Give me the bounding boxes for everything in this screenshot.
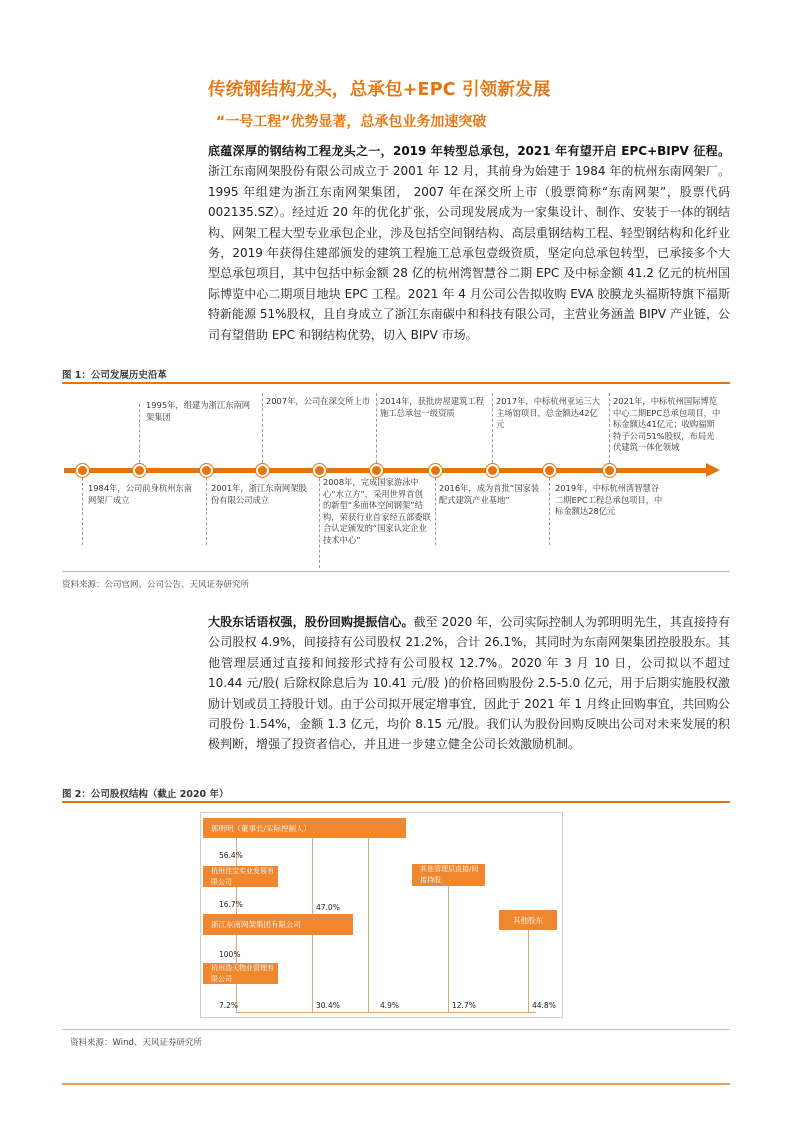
paragraph-body: 浙江东南网架股份有限公司成立于 2001 年 12 月，其前身为始建于 1984 年的杭州东南网架厂。1995 年组建为浙江东南网架集团， 2007 年在深交所上市（股票简称“东南网架”，股票代码 002135.SZ）。经过近 20 年的优化扩张，公司现发展成为一家集设计、制作、安装于一体的钢结构、网架工程大型专业承包企业，涉及包括空间钢结构、高层重钢结构工程、轻型钢结构和化纤业务，2019 年获得住建部颁发的建筑工程施工总承包壹级资质，坚定向总承包转型，已承接多个大型总承包项目，其中包括中标金额 28 亿的杭州湾智慧谷二期 EPC 及中标金额 41.2 亿元的杭州国际博览中心二期项目地块 EPC 工程。2021 年 4 月公司公告拟收购 EVA 胶膜龙头福斯特旗下福斯特新能源 51%股权，且自身成立了浙江东南碳中和科技有限公司，主营业务涵盖 BIPV 产业链，公司有望借助 EPC 和钢结构优势，切入 BIPV 市场。 bbox=[208, 164, 730, 342]
figure1-source: 资料来源：公司官网、公司公告、天风证券研究所 bbox=[62, 580, 250, 590]
timeline-event-2016: 2016年，成为首批“国家装配式建筑产业基地” bbox=[439, 483, 540, 505]
page-footer-rule bbox=[62, 1083, 730, 1085]
pct-label: 56.4% bbox=[219, 851, 243, 860]
timeline-event-1984: 1984年，公司前身杭州东南网架厂成立 bbox=[88, 483, 193, 505]
org-connector bbox=[528, 930, 529, 1012]
paragraph-company-intro bbox=[208, 141, 730, 345]
figure2-top-rule bbox=[62, 801, 730, 803]
timeline-connector bbox=[82, 473, 83, 545]
timeline-arrow-icon bbox=[706, 463, 720, 477]
org-box-management: 其他管理层直接/间接持股 bbox=[412, 864, 485, 886]
timeline-dot bbox=[256, 464, 269, 477]
timeline-event-2017: 2017年，中标杭州亚运三大主场馆项目，总金额达42亿元 bbox=[496, 396, 601, 429]
timeline-dot bbox=[429, 464, 442, 477]
section-subheading: “一号工程”优势显著，总承包业务加速突破 bbox=[216, 114, 487, 130]
org-connector bbox=[368, 838, 369, 1012]
timeline-dot bbox=[200, 464, 213, 477]
org-connector bbox=[312, 838, 313, 914]
timeline-connector bbox=[609, 393, 610, 468]
timeline-dot bbox=[313, 464, 326, 477]
timeline-connector bbox=[262, 393, 263, 468]
pct-label: 100% bbox=[219, 950, 241, 959]
timeline-connector bbox=[206, 473, 207, 545]
figure1-bottom-rule bbox=[62, 571, 730, 572]
timeline-connector bbox=[319, 473, 320, 568]
timeline-connector bbox=[549, 473, 550, 545]
pct-label: 47.0% bbox=[316, 903, 340, 912]
pct-label: 16.7% bbox=[219, 900, 243, 909]
org-box-jiabao: 杭州佳宝实业发展有限公司 bbox=[203, 866, 278, 887]
timeline-connector bbox=[376, 393, 377, 468]
timeline-event-2021: 2021年，中标杭州国际博览中心二期EPC总承包项目，中标金额达41亿元；收购福斯特子公司51%股权，布局光伏建筑一体化领域 bbox=[613, 396, 721, 452]
timeline-event-2001: 2001年，浙江东南网架股份有限公司成立 bbox=[211, 483, 307, 505]
timeline-event-2007: 2007年，公司在深交所上市 bbox=[266, 396, 371, 406]
timeline-dot bbox=[133, 464, 146, 477]
org-box-controller: 郭明明（董事长/实际控制人） bbox=[203, 818, 406, 838]
timeline-dot bbox=[603, 464, 616, 477]
section-heading: 传统钢结构龙头，总承包+EPC 引领新发展 bbox=[208, 80, 551, 100]
org-connector bbox=[312, 935, 313, 1012]
figure2-bottom-rule bbox=[62, 1029, 730, 1030]
paragraph-body: 截至 2020 年，公司实际控制人为郭明明先生，其直接持有公司股权 4.9%，间接持有公司股权 21.2%，合计 26.1%，其同时为东南网架集团控股股东。其他管理层通过直接和间接形式持有公司股权 12.7%。2020 年 3 月 10 日，公司拟以不超过 10.44 元/股( 后除权除息后为 10.41 元/股 )的价格回购股份 2.5-5.0 亿元，用于后期实施股权激励计划或员工持股计划。由于公司拟开展定增事宜，因此于 2021 年 1 月终止回购事宜，共回购公司股份 1.54%，金额 1.3 亿元，均价 8.15 元/股。我们认为股份回购反映出公司对未来发展的积极判断，增强了投资者信心，并且进一步建立健全公司长效激励机制。 bbox=[208, 615, 730, 752]
org-box-wuye: 杭州浩天物业管理有限公司 bbox=[203, 963, 278, 984]
pct-label: 44.8% bbox=[532, 1001, 556, 1010]
timeline-event-2014: 2014年，获批房屋建筑工程施工总承包一级资质 bbox=[380, 396, 485, 418]
timeline-connector bbox=[435, 473, 436, 545]
pct-label: 12.7% bbox=[452, 1001, 476, 1010]
org-connector bbox=[236, 1012, 536, 1013]
timeline-connector bbox=[492, 393, 493, 468]
timeline-event-2019: 2019年，中标杭州湾智慧谷二期EPC工程总承包项目，中标金额达28亿元 bbox=[555, 483, 663, 516]
pct-label: 4.9% bbox=[380, 1001, 400, 1010]
timeline-dot bbox=[486, 464, 499, 477]
org-box-group: 浙江东南网架集团有限公司 bbox=[203, 914, 353, 935]
pct-label: 7.2% bbox=[219, 1001, 239, 1010]
timeline-event-1995: 1995年，组建为浙江东南网架集团 bbox=[146, 400, 251, 422]
timeline-event-2008: 2008年，完成国家游泳中心“水立方”，采用世界首创的新型“多面体空间钢架”结构，荣获行业首家经五部委联合认定颁发的“国家认定企业技术中心” bbox=[323, 477, 431, 545]
org-box-others: 其他股东 bbox=[499, 910, 557, 930]
paragraph-lead: 大股东话语权强，股份回购提振信心。 bbox=[208, 615, 414, 629]
org-connector bbox=[448, 886, 449, 1012]
paragraph-shareholding bbox=[208, 612, 730, 755]
timeline-connector bbox=[139, 404, 140, 468]
paragraph-lead: 底蕴深厚的钢结构工程龙头之一，2019 年转型总承包，2021 年有望开启 EPC+BIPV 征程。 bbox=[208, 144, 730, 158]
timeline-dot bbox=[76, 464, 89, 477]
figure2-label: 图 2：公司股权结构（截止 2020 年） bbox=[62, 789, 229, 800]
timeline-dot bbox=[543, 464, 556, 477]
pct-label: 30.4% bbox=[316, 1001, 340, 1010]
figure2-source: 资料来源：Wind、天风证券研究所 bbox=[70, 1038, 202, 1048]
timeline-dot bbox=[370, 464, 383, 477]
figure1-label: 图 1：公司发展历史沿革 bbox=[62, 370, 167, 381]
